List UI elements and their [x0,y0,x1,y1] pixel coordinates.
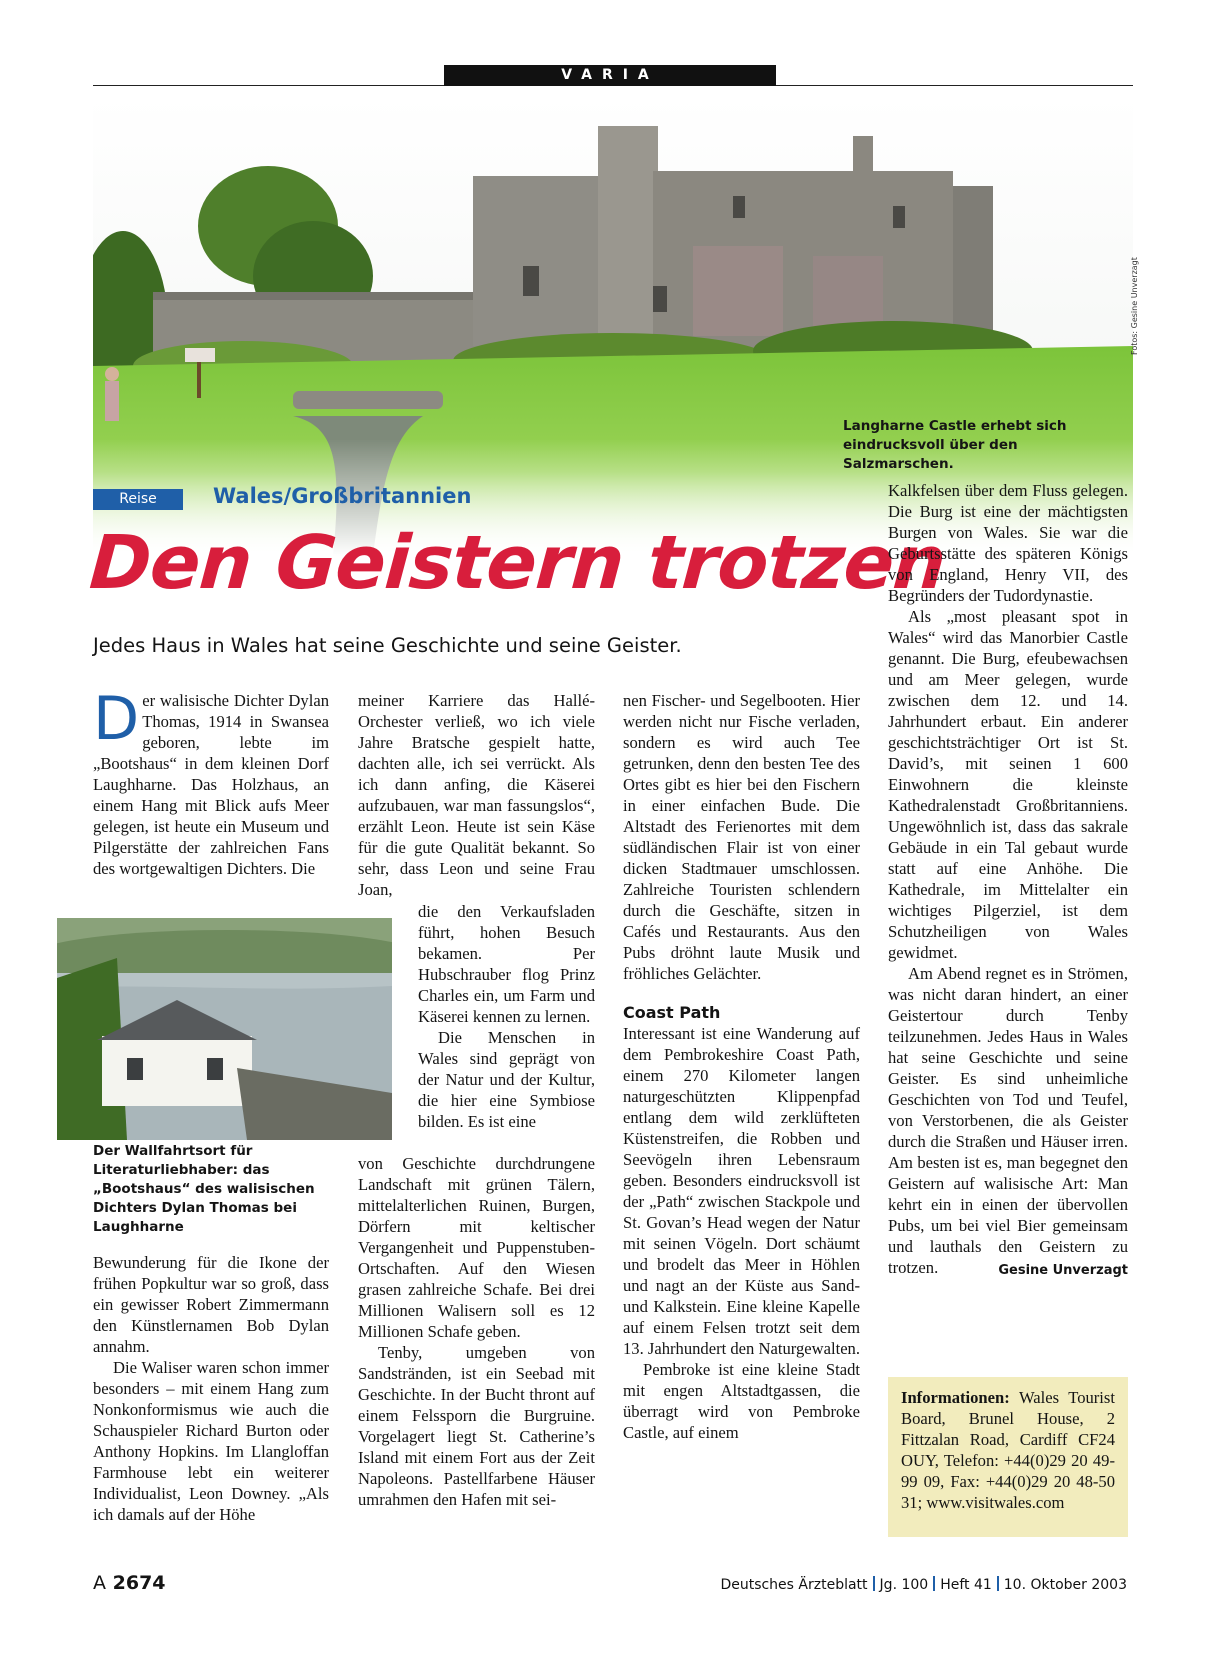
col2-para: von Geschichte durchdrungene Landschaft mit grünen Tälern, mittelalterlichen Ruinen, Burgen, Dörfern mit keltischer Vergangenheit und Puppenstuben-Ortschaften. Auf den Wiesen grasen zahlreiche Schafe. Bei drei Millionen Walisern soll es 12 Millionen Schafe geben. [358,1154,595,1341]
location-heading: Wales/Großbritannien [213,484,472,508]
journal-date: 10. Oktober 2003 [1003,1577,1127,1593]
col4-para: Als „most pleasant spot in Wales“ wird das Manorbier Castle genannt. Die Burg, efeubewachsen und am Meer gelegen, wurde zwischen dem 12. und 14. Jahrhundert erbaut. Ein anderer geschichtsträchtiger Ort ist St. David’s, mit seinen 1 600 Einwohnern die kleinste Kathedralenstadt Großbritanniens. Ungewöhnlich ist, dass das sakrale Gebäude in ein Tal gebaut wurde statt auf eine Anhöhe. Die Kathedrale, im Mittelalter ein wichtiges Pilgerziel, ist dem Schutzheiligen von Wales gewidmet. [888,607,1128,962]
col3-para: Pembroke ist eine kleine Stadt mit engen Altstadtgassen, die überragt wird von Pembroke Castle, auf einem [623,1360,860,1442]
boathouse-photo [57,918,392,1140]
col2-para: Tenby, umgeben von Sandstränden, ist ein Seebad mit Geschichte. In der Bucht thront auf einem Felssporn die Burgruine. Vorgelagert liegt St. Catherine’s Island mit einem Fort aus der Zeit Napoleons. Pastellfarbene Häuser umrahmen den Hafen mit sei- [358,1343,595,1509]
journal-issue: Heft 41 [940,1577,992,1593]
col3-para: nen Fischer- und Segelbooten. Hier werden nicht nur Fische verladen, sondern es wird auch Tee getrunken, denn den besten Tee des Ortes gibt es hier bei den Fischern in einer einfachen Bude. Die Altstadt des Ferienortes mit dem südländischen Flair ist von einer dicken Stadtmauer umschlossen. Zahlreiche Touristen schlendern durch die Geschäfte, sitzen in Cafés und Restaurants. Aus den Pubs dröhnt laute Musik und fröhliches Gelächter. [623,691,860,983]
column-4 [888,480,1128,1281]
column-1-top [93,684,329,879]
photo-credit: Fotos: Gesine Unverzagt [1130,257,1139,355]
col4-last-text: Am Abend regnet es in Strömen, was nicht daran hindert, an einer Geistertour durch Tenby teilzunehmen. Jedes Haus in Wales hat seine Geschichte und seine Geister. Es sind unheimliche Geschichten von Tod und Teufel, von Verstorbenen, die als Geister durch die Straßen und Häuser irren. Am besten ist es, man begegnet den Geistern auf walisische Art: Man kehrt ein in einen der übervollen Pubs, um bei viel Bier gemeinsam und lauthals den Geistern zu trotzen. [888,964,1128,1277]
journal-name: Deutsches Ärzteblatt [720,1577,868,1593]
col1-para: Die Waliser waren schon immer besonders – mit einem Hang zum Nonkonformismus wie auch die Schauspieler Richard Burton oder Anthony Hopkins. Im Llangloffan Farmhouse lebt ein weiterer Individualist, Leon Downey. „Als ich damals auf der Höhe [93,1358,329,1524]
column-2-top [358,690,595,900]
rubric-badge: Reise [93,489,183,510]
col4-para [888,963,1128,1278]
drop-cap: D [93,684,140,754]
info-text: Wales Tourist Board, Brunel House, 2 Fittzalan Road, Cardiff CF24 OUY, Telefon: +44(0)29 20 49-99 09, Fax: +44(0)29 20 48-50 31; www.visitwales.com [901,1388,1115,1512]
column-1-bottom [93,1252,329,1525]
col3-para: Interessant ist eine Wanderung auf dem Pembrokeshire Coast Path, einem 270 Kilometer langen naturgeschützten Klippenpfad entlang dem wild zerklüfteten Küstenstreifen, die Robben und Seevögeln ihren Lebensraum geben. Besonders eindrucksvoll ist der „Path“ zwischen Stackpole und St. Govan’s Head wegen der Natur mit seinen Vögeln. Dort schäumt und brodelt das Meer in Höhlen und nagt an der Küste aus Sand- und Kalkstein. Eine kleine Kapelle auf einem Felsen trotzt seit dem 13. Jahrhundert den Naturgewalten. [623,1024,861,1358]
page-number-value: 2674 [112,1572,166,1594]
info-label: Informationen: [901,1388,1010,1407]
col2-para: die den Verkaufsladen führt, hohen Besuch bekamen. Per Hubschrauber flog Prinz Charles ein, um Farm und Käserei kennen zu lernen. [418,902,595,1026]
info-box [888,1377,1128,1537]
author-byline: Gesine Unverzagt [998,1263,1128,1278]
col2-para: meiner Karriere das Hallé-Orchester verließ, wo ich viele Jahre Bratsche gespielt hatte, dachten alle, ich sei verrückt. Als ich dann anfing, die Käserei aufzubauen, war man fassungslos“, erzählt Leon. Heute ist sein Käse für die gute Qualität bekannt. So sehr, dass Leon und seine Frau Joan, [358,691,595,899]
footer-separator [933,1576,935,1591]
col1-para: Bewunderung für die Ikone der frühen Popkultur war so groß, dass ein gewisser Robert Zimmermann den Künstlernamen Bob Dylan annahm. [93,1253,329,1356]
photo2-caption: Der Wallfahrtsort für Literaturliebhaber: das „Bootshaus“ des walisischen Dichters Dylan Thomas bei Laughharne [93,1143,315,1235]
footer-separator [997,1576,999,1591]
journal-footer [720,1576,1127,1593]
page-prefix: A [93,1572,106,1594]
col2-para: Die Menschen in Wales sind geprägt von der Natur und der Kultur, die hier eine Symbiose bilden. Es ist eine [418,1028,595,1131]
section-tag: VARIA [444,65,776,86]
col4-para: Kalkfelsen über dem Fluss gelegen. Die Burg ist eine der mächtigsten Burgen von Wales. Sie war die Geburtsstätte des späteren Königs von England, Henry VII, des Begründers der Tudordynastie. [888,481,1128,605]
headline: Den Geistern trotzen [86,520,948,606]
column-2-bottom [358,1153,595,1510]
hero-caption: Langharne Castle erhebt sich eindrucksvoll über den Salzmarschen. [843,418,1067,472]
column-3 [623,690,860,1443]
journal-volume: Jg. 100 [879,1577,929,1593]
col1-top-text: er walisische Dichter Dylan Thomas, 1914 in Swansea geboren, lebte im „Bootshaus“ in dem kleinen Dorf Laughharne. Das Holzhaus, an einem Hang mit Blick aufs Meer gelegen, ist heute ein Museum und Pilgerstätte der zahlreichen Fans des wortgewaltigen Dichters. Die [93,691,329,878]
page-number [93,1572,166,1594]
lead-text: Jedes Haus in Wales hat seine Geschichte und seine Geister. [93,634,682,657]
column-2-narrow [418,901,595,1132]
footer-separator [873,1576,875,1591]
subhead-coast-path: Coast Path [623,1003,721,1022]
